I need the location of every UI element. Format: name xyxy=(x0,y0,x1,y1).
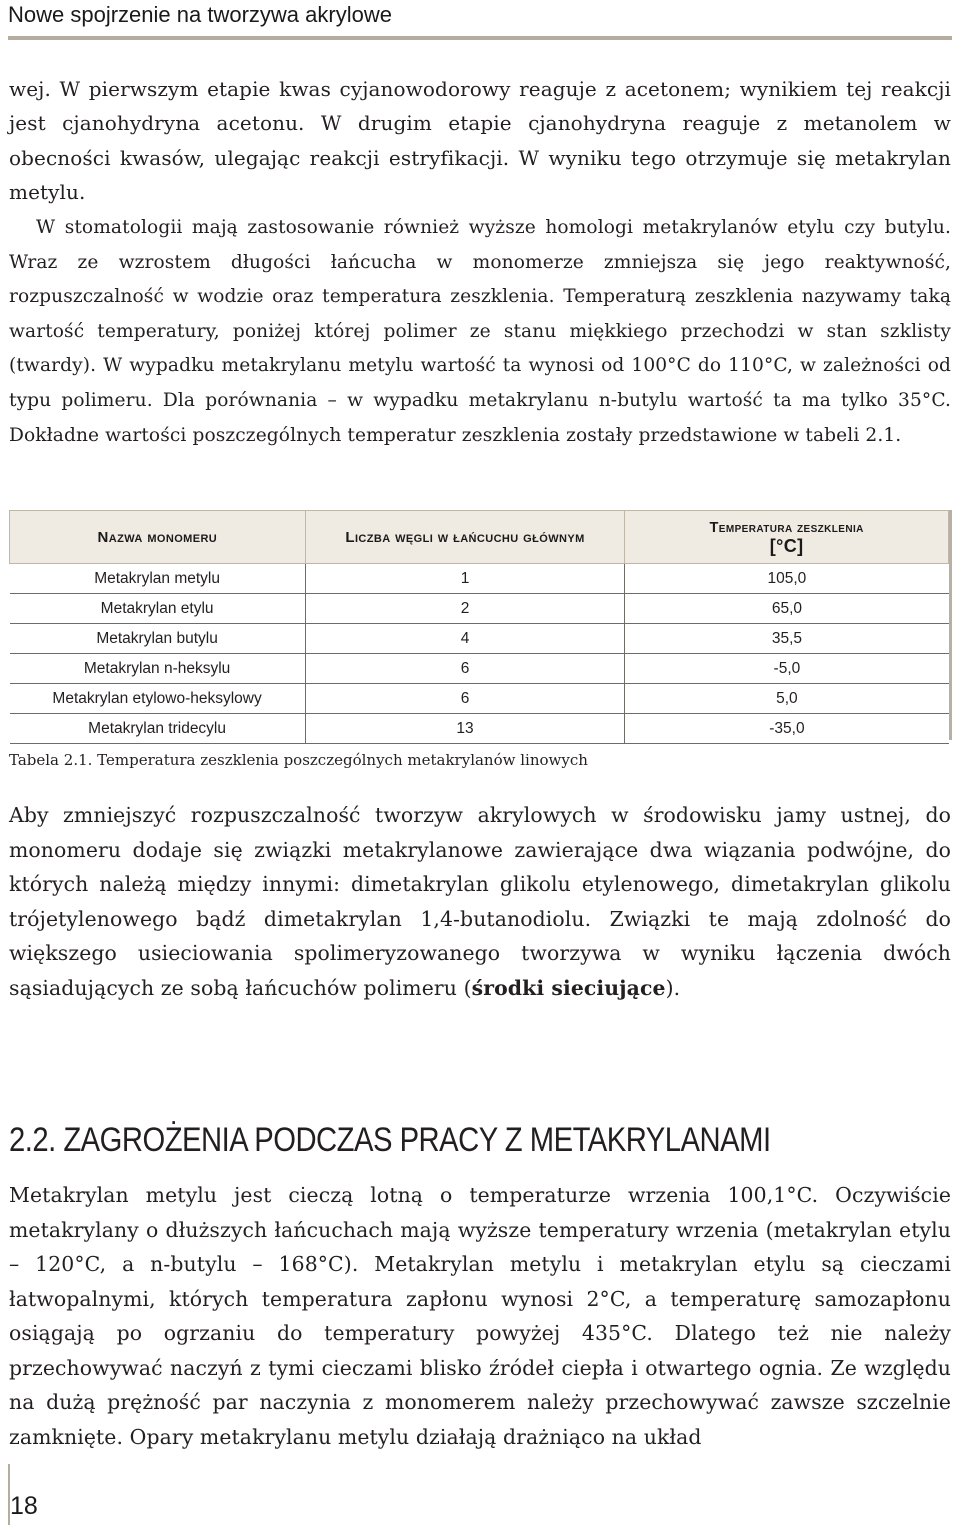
paragraph-hazards: Metakrylan metylu jest cieczą lotną o temperaturze wrzenia 100,1°C. Oczywiście metakrylany o dłuższych łańcuchach mają wyższe temperatury wrzenia (metakrylan etylu – 120°C, a n-butylu – 168°C). Metakrylan metylu i metakrylan etylu są cieczami łatwopalnymi, których temperatura zapłonu wynosi 2°C, a temperaturę samozapłonu osiągają po ogrzaniu do temperatury powyżej 435°C. Dlatego też nie należy przechowywać naczyń z tymi cieczami blisko źródeł ciepła i otwartego ognia. Ze względu na dużą prężność par naczynia z monomerem należy przechowywać zawsze szczelnie zamknięte. Opary metakrylanu metylu działają drażniąco na układ xyxy=(9,1183,951,1449)
header-divider xyxy=(8,36,952,40)
bold-term-crosslinking-agents: środki sieciujące xyxy=(471,975,666,1000)
cell-glass-transition: 35,5 xyxy=(625,624,949,654)
paragraph-crosslinking-text: Aby zmniejszyć rozpuszczalność tworzyw akrylowych w środowisku jamy ustnej, do monomeru dodaje się związki metakrylanowe zawierające dwa wiązania podwójne, do których należą między innymi: dimetakrylan glikolu etylenowego, dimetakrylan glikolu trójetylenowego bądź dimetakrylan 1,4-butanodiolu. Związki te mają zdolność do większego usieciowania spolimeryzowanego tworzywa w wyniku łączenia dwóch sąsiadujących ze sobą łańcuchów polimeru ( xyxy=(9,803,951,1000)
cell-carbon-count: 2 xyxy=(305,594,625,624)
running-header-title: Nowe spojrzenie na tworzywa akrylowe xyxy=(8,2,392,27)
table-row xyxy=(10,684,949,714)
cell-carbon-count: 4 xyxy=(305,624,625,654)
paragraph-continuation: wej. W pierwszym etapie kwas cyjanowodorowy reaguje z acetonem; wynikiem tej reakcji jest cjanohydryna acetonu. W drugim etapie cjanohydryna reaguje z metanolem w obecności kwasów, ulegając reakcji estryfikacji. W wyniku tego otrzymuje się metakrylan metylu. xyxy=(9,77,951,204)
table-row xyxy=(10,624,949,654)
cell-monomer-name: Metakrylan metylu xyxy=(10,564,306,594)
table-row xyxy=(10,714,949,744)
paragraph-crosslinking xyxy=(9,798,951,1005)
cell-glass-transition: 5,0 xyxy=(625,684,949,714)
cell-glass-transition: 105,0 xyxy=(625,564,949,594)
cell-monomer-name: Metakrylan etylu xyxy=(10,594,306,624)
section-heading: 2.2. ZAGROŻENIA PODCZAS PRACY Z METAKRYLANAMI xyxy=(9,1121,771,1159)
cell-glass-transition: 65,0 xyxy=(625,594,949,624)
cell-monomer-name: Metakrylan butylu xyxy=(10,624,306,654)
cell-carbon-count: 6 xyxy=(305,684,625,714)
page-number: 18 xyxy=(10,1492,38,1520)
cell-monomer-name: Metakrylan tridecylu xyxy=(10,714,306,744)
cell-carbon-count: 13 xyxy=(305,714,625,744)
cell-monomer-name: Metakrylan etylowo-heksylowy xyxy=(10,684,306,714)
table-header-row xyxy=(10,511,949,564)
table-caption: Tabela 2.1. Temperatura zeszklenia poszczególnych metakrylanów linowych xyxy=(9,751,588,769)
column-header-glass-transition xyxy=(625,511,949,564)
cell-glass-transition: -5,0 xyxy=(625,654,949,684)
paragraph-crosslinking-end: ). xyxy=(665,975,681,1000)
column-header-carbon-count: Liczba węgli w łańcuchu głównym xyxy=(305,511,625,564)
cell-monomer-name: Metakrylan n-heksylu xyxy=(10,654,306,684)
table-row xyxy=(10,654,949,684)
glass-transition-table xyxy=(9,510,949,744)
cell-carbon-count: 1 xyxy=(305,564,625,594)
column-header-glass-transition-label: Temperatura zeszklenia xyxy=(709,520,864,536)
table-row xyxy=(10,564,949,594)
paragraph-glass-transition: W stomatologii mają zastosowanie również wyższe homologi metakrylanów etylu czy butylu. Wraz ze wzrostem długości łańcucha w monomerze zmniejsza się jego reaktywność, rozpuszczalność w wodzie oraz temperatura zeszklenia. Temperaturą zeszklenia nazywamy taką wartość temperatury, poniżej której polimer ze stanu miękkiego przechodzi w stan szklisty (twardy). W wypadku metakrylanu metylu wartość ta wynosi od 100°C do 110°C, w zależności od typu polimeru. Dla porównania – w wypadku metakrylanu n-butylu wartość ta ma tylko 35°C. Dokładne wartości poszczególnych temperatur zeszklenia zostały przedstawione w tabeli 2.1. xyxy=(9,217,951,446)
cell-carbon-count: 6 xyxy=(305,654,625,684)
glass-transition-table-frame xyxy=(9,510,952,740)
column-header-glass-transition-unit: [°C] xyxy=(769,536,804,556)
column-header-monomer-name: Nazwa monomeru xyxy=(10,511,306,564)
cell-glass-transition: -35,0 xyxy=(625,714,949,744)
table-row xyxy=(10,594,949,624)
